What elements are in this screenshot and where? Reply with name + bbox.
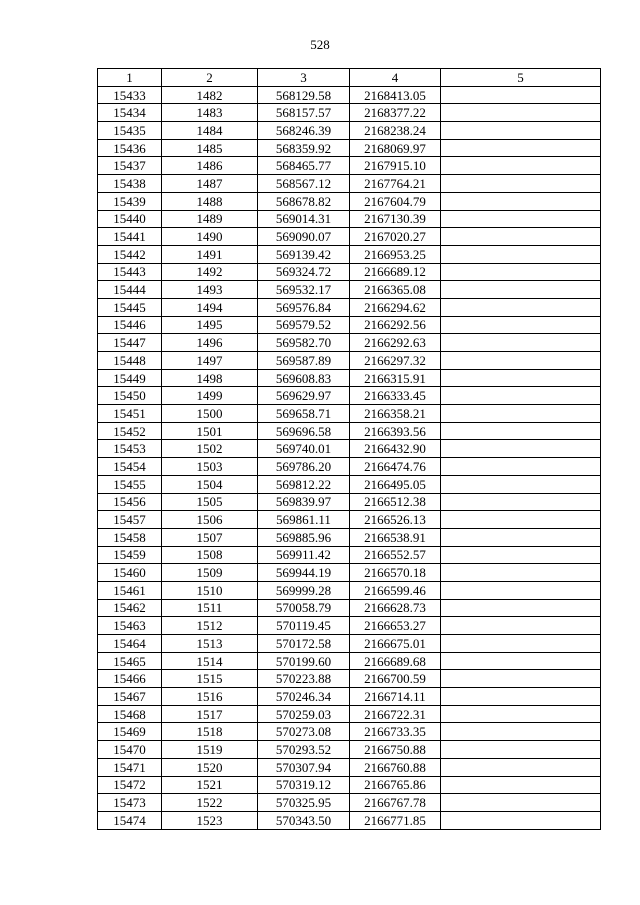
table-cell — [441, 316, 601, 334]
table-row — [98, 175, 601, 193]
table-cell: 2166526.13 — [350, 511, 441, 529]
table-cell: 15453 — [98, 440, 162, 458]
table-cell: 15469 — [98, 723, 162, 741]
table-cell: 1500 — [162, 405, 258, 423]
table-cell: 15466 — [98, 670, 162, 688]
table-row — [98, 599, 601, 617]
table-cell: 569582.70 — [258, 334, 350, 352]
table-cell: 568359.92 — [258, 139, 350, 157]
table-cell: 2166675.01 — [350, 635, 441, 653]
table-cell: 2166292.63 — [350, 334, 441, 352]
table-cell: 1507 — [162, 528, 258, 546]
table-cell — [441, 546, 601, 564]
table-cell — [441, 493, 601, 511]
table-cell: 15456 — [98, 493, 162, 511]
table-cell: 15468 — [98, 705, 162, 723]
table-cell: 2167020.27 — [350, 228, 441, 246]
table-cell: 1496 — [162, 334, 258, 352]
table-cell — [441, 776, 601, 794]
table-cell: 15436 — [98, 139, 162, 157]
table-cell — [441, 458, 601, 476]
table-row — [98, 210, 601, 228]
table-cell: 15473 — [98, 794, 162, 812]
table-cell: 1502 — [162, 440, 258, 458]
table-cell: 569587.89 — [258, 352, 350, 370]
table-cell: 569324.72 — [258, 263, 350, 281]
table-cell: 2166365.08 — [350, 281, 441, 299]
table-cell: 1510 — [162, 581, 258, 599]
table-row — [98, 705, 601, 723]
table-row — [98, 228, 601, 246]
table-row — [98, 794, 601, 812]
table-cell: 1519 — [162, 741, 258, 759]
table-cell: 15450 — [98, 387, 162, 405]
table-cell — [441, 157, 601, 175]
table-row — [98, 741, 601, 759]
table-row — [98, 564, 601, 582]
table-row — [98, 387, 601, 405]
table-row — [98, 192, 601, 210]
table-cell: 15459 — [98, 546, 162, 564]
table-cell: 569999.28 — [258, 581, 350, 599]
table-cell: 2166358.21 — [350, 405, 441, 423]
table-cell: 1491 — [162, 245, 258, 263]
table-row — [98, 581, 601, 599]
table-cell: 570325.95 — [258, 794, 350, 812]
table-cell: 1485 — [162, 139, 258, 157]
table-cell: 1486 — [162, 157, 258, 175]
table-cell: 15463 — [98, 617, 162, 635]
table-cell: 15474 — [98, 811, 162, 829]
table-cell: 15442 — [98, 245, 162, 263]
table-cell: 569658.71 — [258, 405, 350, 423]
table-row — [98, 493, 601, 511]
table-cell: 2166552.57 — [350, 546, 441, 564]
table-cell — [441, 228, 601, 246]
table-cell: 2166689.68 — [350, 652, 441, 670]
table-cell: 2166953.25 — [350, 245, 441, 263]
table-row — [98, 369, 601, 387]
table-cell: 15437 — [98, 157, 162, 175]
table-cell: 15465 — [98, 652, 162, 670]
table-row — [98, 776, 601, 794]
column-header: 3 — [258, 69, 350, 87]
table-cell: 570259.03 — [258, 705, 350, 723]
table-cell — [441, 298, 601, 316]
table-cell: 1523 — [162, 811, 258, 829]
table-cell: 569740.01 — [258, 440, 350, 458]
table-cell — [441, 475, 601, 493]
table-cell: 1506 — [162, 511, 258, 529]
column-header: 4 — [350, 69, 441, 87]
table-row — [98, 440, 601, 458]
table-cell: 1517 — [162, 705, 258, 723]
table-cell: 2168377.22 — [350, 104, 441, 122]
table-cell: 2166599.46 — [350, 581, 441, 599]
table-cell — [441, 334, 601, 352]
table-cell — [441, 705, 601, 723]
table-cell: 2166714.11 — [350, 688, 441, 706]
table-row — [98, 811, 601, 829]
table-row — [98, 458, 601, 476]
table-cell: 15447 — [98, 334, 162, 352]
table-cell: 15457 — [98, 511, 162, 529]
table-row — [98, 723, 601, 741]
table-cell: 2168238.24 — [350, 122, 441, 140]
table-cell: 2166333.45 — [350, 387, 441, 405]
table-cell: 1503 — [162, 458, 258, 476]
page-number: 528 — [310, 37, 330, 52]
table-row — [98, 334, 601, 352]
table-row — [98, 352, 601, 370]
table-cell: 1504 — [162, 475, 258, 493]
table-cell: 570199.60 — [258, 652, 350, 670]
table-cell: 1520 — [162, 758, 258, 776]
table-cell: 2167915.10 — [350, 157, 441, 175]
table-cell: 2166722.31 — [350, 705, 441, 723]
table-cell: 2166495.05 — [350, 475, 441, 493]
table-cell — [441, 104, 601, 122]
table-cell: 2166653.27 — [350, 617, 441, 635]
table-cell: 569014.31 — [258, 210, 350, 228]
table-row — [98, 652, 601, 670]
table-cell — [441, 511, 601, 529]
table-cell: 1515 — [162, 670, 258, 688]
table-row — [98, 104, 601, 122]
table-cell — [441, 405, 601, 423]
table-cell: 1508 — [162, 546, 258, 564]
table-cell: 15446 — [98, 316, 162, 334]
table-cell: 15449 — [98, 369, 162, 387]
table-cell: 2166315.91 — [350, 369, 441, 387]
table-row — [98, 245, 601, 263]
table-cell: 15439 — [98, 192, 162, 210]
table-cell — [441, 581, 601, 599]
table-cell: 568567.12 — [258, 175, 350, 193]
table-cell — [441, 794, 601, 812]
table-cell: 2166767.78 — [350, 794, 441, 812]
table-cell — [441, 122, 601, 140]
table-cell: 569839.97 — [258, 493, 350, 511]
table-cell: 2166432.90 — [350, 440, 441, 458]
table-cell: 15451 — [98, 405, 162, 423]
table-cell: 2166733.35 — [350, 723, 441, 741]
table-cell: 15435 — [98, 122, 162, 140]
table-cell: 15461 — [98, 581, 162, 599]
table-cell: 569608.83 — [258, 369, 350, 387]
table-cell: 15462 — [98, 599, 162, 617]
table-cell: 15471 — [98, 758, 162, 776]
table-cell: 15452 — [98, 422, 162, 440]
table-cell — [441, 440, 601, 458]
table-row — [98, 528, 601, 546]
table-cell: 1487 — [162, 175, 258, 193]
table-row — [98, 298, 601, 316]
table-row — [98, 405, 601, 423]
table-cell: 569629.97 — [258, 387, 350, 405]
table-cell: 1482 — [162, 86, 258, 104]
table-cell: 1490 — [162, 228, 258, 246]
table-cell: 569944.19 — [258, 564, 350, 582]
table-cell: 569696.58 — [258, 422, 350, 440]
table-cell: 569786.20 — [258, 458, 350, 476]
column-header: 2 — [162, 69, 258, 87]
table-cell: 1521 — [162, 776, 258, 794]
table-cell: 15444 — [98, 281, 162, 299]
table-cell — [441, 652, 601, 670]
table-cell — [441, 670, 601, 688]
table-cell: 568465.77 — [258, 157, 350, 175]
table-cell: 2166297.32 — [350, 352, 441, 370]
table-cell: 570172.58 — [258, 635, 350, 653]
table-cell: 1495 — [162, 316, 258, 334]
table-cell: 1483 — [162, 104, 258, 122]
table-row — [98, 122, 601, 140]
table-cell — [441, 139, 601, 157]
table-cell: 569532.17 — [258, 281, 350, 299]
table-cell: 2167130.39 — [350, 210, 441, 228]
table-cell: 2166771.85 — [350, 811, 441, 829]
table-cell: 570223.88 — [258, 670, 350, 688]
table-cell: 570293.52 — [258, 741, 350, 759]
table-cell — [441, 210, 601, 228]
table-cell: 15464 — [98, 635, 162, 653]
table-cell: 15445 — [98, 298, 162, 316]
table-row — [98, 635, 601, 653]
table-cell: 2166570.18 — [350, 564, 441, 582]
table-row — [98, 688, 601, 706]
table-cell: 2167604.79 — [350, 192, 441, 210]
table-cell: 570119.45 — [258, 617, 350, 635]
table-row — [98, 263, 601, 281]
table-cell: 570273.08 — [258, 723, 350, 741]
table-cell: 1512 — [162, 617, 258, 635]
table-cell — [441, 723, 601, 741]
table-cell: 1501 — [162, 422, 258, 440]
table-cell: 15467 — [98, 688, 162, 706]
table-row — [98, 670, 601, 688]
table-cell — [441, 617, 601, 635]
table-cell — [441, 86, 601, 104]
table-cell — [441, 245, 601, 263]
table-cell — [441, 564, 601, 582]
table-cell: 1511 — [162, 599, 258, 617]
table-cell: 569911.42 — [258, 546, 350, 564]
table-cell: 15434 — [98, 104, 162, 122]
table-cell: 569576.84 — [258, 298, 350, 316]
table-row — [98, 758, 601, 776]
table-cell: 569090.07 — [258, 228, 350, 246]
table-cell: 15441 — [98, 228, 162, 246]
table-cell — [441, 422, 601, 440]
table-row — [98, 86, 601, 104]
table-cell — [441, 175, 601, 193]
table-cell: 570307.94 — [258, 758, 350, 776]
table-row — [98, 422, 601, 440]
table-cell: 1516 — [162, 688, 258, 706]
table-cell: 1513 — [162, 635, 258, 653]
table-cell: 15433 — [98, 86, 162, 104]
table-cell: 2166292.56 — [350, 316, 441, 334]
table-cell: 15443 — [98, 263, 162, 281]
table-row — [98, 475, 601, 493]
table-cell: 15458 — [98, 528, 162, 546]
table-row — [98, 511, 601, 529]
table-header-row — [98, 69, 601, 87]
table-cell: 15448 — [98, 352, 162, 370]
table-row — [98, 281, 601, 299]
table-cell: 2166628.73 — [350, 599, 441, 617]
table-cell: 2166689.12 — [350, 263, 441, 281]
table-cell: 2166760.88 — [350, 758, 441, 776]
table-row — [98, 546, 601, 564]
table-cell: 568246.39 — [258, 122, 350, 140]
table-cell: 15440 — [98, 210, 162, 228]
table-cell: 15438 — [98, 175, 162, 193]
table-cell: 1484 — [162, 122, 258, 140]
table-cell: 2166393.56 — [350, 422, 441, 440]
table-cell: 2166750.88 — [350, 741, 441, 759]
table-cell: 15472 — [98, 776, 162, 794]
table-cell — [441, 758, 601, 776]
table-row — [98, 617, 601, 635]
table-cell: 1497 — [162, 352, 258, 370]
table-cell: 569139.42 — [258, 245, 350, 263]
table-cell: 1522 — [162, 794, 258, 812]
table-cell — [441, 811, 601, 829]
table-cell: 570343.50 — [258, 811, 350, 829]
table-row — [98, 316, 601, 334]
table-cell: 1505 — [162, 493, 258, 511]
table-cell: 568678.82 — [258, 192, 350, 210]
table-cell: 2167764.21 — [350, 175, 441, 193]
table-cell: 570319.12 — [258, 776, 350, 794]
table-cell: 1498 — [162, 369, 258, 387]
table-cell: 1509 — [162, 564, 258, 582]
table-cell: 568157.57 — [258, 104, 350, 122]
table-cell: 2166294.62 — [350, 298, 441, 316]
table-cell: 15460 — [98, 564, 162, 582]
table-body — [98, 86, 601, 829]
table-cell — [441, 352, 601, 370]
table-cell — [441, 741, 601, 759]
table-cell: 1518 — [162, 723, 258, 741]
table-cell: 568129.58 — [258, 86, 350, 104]
table-cell: 1494 — [162, 298, 258, 316]
table-row — [98, 139, 601, 157]
table-cell: 569885.96 — [258, 528, 350, 546]
table-cell: 569812.22 — [258, 475, 350, 493]
table-cell — [441, 599, 601, 617]
table-cell: 2168413.05 — [350, 86, 441, 104]
table-cell — [441, 635, 601, 653]
table-cell: 2166474.76 — [350, 458, 441, 476]
coordinates-table — [97, 68, 601, 830]
table-cell: 1488 — [162, 192, 258, 210]
table-cell: 15455 — [98, 475, 162, 493]
table-cell: 15454 — [98, 458, 162, 476]
table-cell: 2168069.97 — [350, 139, 441, 157]
table-cell: 1499 — [162, 387, 258, 405]
table-cell: 2166765.86 — [350, 776, 441, 794]
table-cell — [441, 369, 601, 387]
table-cell — [441, 263, 601, 281]
table-cell — [441, 688, 601, 706]
table-cell: 1493 — [162, 281, 258, 299]
table-cell: 1489 — [162, 210, 258, 228]
table-cell: 1514 — [162, 652, 258, 670]
table-cell: 2166700.59 — [350, 670, 441, 688]
table-cell: 2166512.38 — [350, 493, 441, 511]
table-row — [98, 157, 601, 175]
table-cell: 570246.34 — [258, 688, 350, 706]
table-cell — [441, 192, 601, 210]
table-cell: 15470 — [98, 741, 162, 759]
column-header: 5 — [441, 69, 601, 87]
table-cell: 1492 — [162, 263, 258, 281]
table-cell: 570058.79 — [258, 599, 350, 617]
table-cell — [441, 281, 601, 299]
table-cell — [441, 528, 601, 546]
column-header: 1 — [98, 69, 162, 87]
table-cell — [441, 387, 601, 405]
table-cell: 2166538.91 — [350, 528, 441, 546]
table-cell: 569579.52 — [258, 316, 350, 334]
table-cell: 569861.11 — [258, 511, 350, 529]
